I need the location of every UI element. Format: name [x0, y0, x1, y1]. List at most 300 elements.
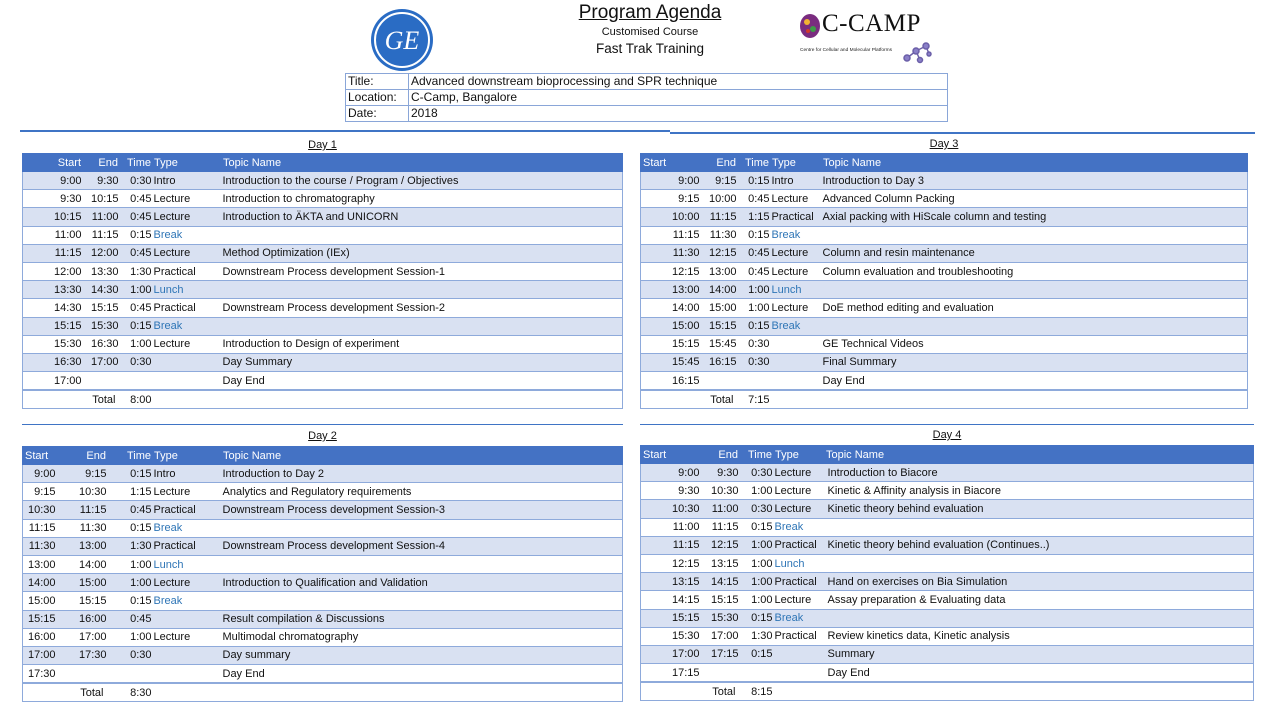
cell-end: 10:30: [703, 482, 739, 500]
info-value: 2018: [409, 106, 948, 122]
cell-end: 9:30: [703, 464, 739, 482]
total-row: [23, 683, 623, 702]
cell-start: 11:00: [641, 518, 703, 536]
cell-end: [703, 372, 737, 391]
total-value: 8:15: [739, 682, 773, 701]
cell-topic: Downstream Process development Session-3: [199, 501, 623, 519]
cell-topic: Hand on exercises on Bia Simulation: [823, 573, 1254, 591]
cell-type: Practical: [152, 501, 199, 519]
cell-topic: GE Technical Videos: [819, 335, 1248, 353]
ccamp-tagline: Centre for Cellular and Molecular Platforms: [800, 48, 892, 53]
cell-type: [152, 646, 199, 664]
cell-start: 12:00: [23, 262, 85, 280]
cell-topic: Introduction to ÄKTA and UNICORN: [199, 208, 623, 226]
schedule-row: [23, 208, 623, 226]
schedule-row: [641, 591, 1254, 609]
cell-start: 17:15: [641, 664, 703, 683]
cell-end: 12:15: [703, 536, 739, 554]
cell-end: 9:15: [59, 465, 107, 483]
page-title: Program Agenda: [578, 2, 722, 23]
schedule-row: [23, 483, 623, 501]
cell-time: 1:00: [739, 554, 773, 572]
schedule-row: [641, 353, 1248, 371]
cell-type: Practical: [152, 299, 199, 317]
col-time: Time: [737, 154, 770, 172]
cell-end: 16:15: [703, 353, 737, 371]
cell-time: 0:30: [737, 335, 770, 353]
cell-start: 9:15: [23, 483, 59, 501]
cell-topic: Day summary: [199, 646, 623, 664]
cell-topic: Result compilation & Discussions: [199, 610, 623, 628]
total-label: Total: [641, 390, 737, 409]
info-value: Advanced downstream bioprocessing and SPR technique: [409, 74, 948, 90]
info-row-title: [346, 74, 948, 90]
cell-topic: Analytics and Regulatory requirements: [199, 483, 623, 501]
cell-topic: [199, 555, 623, 573]
cell-end: [59, 665, 107, 684]
schedule-row: [23, 281, 623, 299]
cell-type: Lunch: [770, 281, 819, 299]
schedule-row: [23, 592, 623, 610]
info-label: Title:: [346, 74, 409, 90]
total-value: 7:15: [737, 390, 770, 409]
cell-end: 11:15: [703, 208, 737, 226]
cell-start: 13:30: [23, 281, 85, 299]
cell-time: 1:00: [737, 281, 770, 299]
schedule-row: [641, 317, 1248, 335]
schedule-row: [641, 627, 1254, 645]
schedule-row: [641, 518, 1254, 536]
cell-topic: Assay preparation & Evaluating data: [823, 591, 1254, 609]
cell-start: 12:15: [641, 262, 703, 280]
schedule-row: [23, 665, 623, 684]
cell-end: 11:30: [59, 519, 107, 537]
cell-type: Lecture: [770, 244, 819, 262]
cell-type: Lecture: [773, 500, 823, 518]
cell-time: 1:30: [119, 262, 152, 280]
schedule-row: [23, 646, 623, 664]
schedule-row: [641, 299, 1248, 317]
cell-end: 12:00: [85, 244, 119, 262]
divider: [640, 424, 1254, 425]
cell-type: [773, 645, 823, 663]
cell-type: [773, 664, 823, 683]
cell-topic: Multimodal chromatography: [199, 628, 623, 646]
schedule-row: [641, 554, 1254, 572]
cell-start: 11:30: [641, 244, 703, 262]
total-spacer: [770, 390, 1248, 409]
day-3-title: Day 3: [929, 138, 959, 150]
cell-end: 10:15: [85, 190, 119, 208]
cell-start: 11:30: [23, 537, 59, 555]
cell-type: Practical: [152, 537, 199, 555]
ccamp-logo: [798, 10, 938, 66]
schedule-row: [641, 573, 1254, 591]
cell-time: 0:30: [737, 353, 770, 371]
cell-time: 1:00: [739, 573, 773, 591]
col-start: Start: [641, 154, 703, 172]
cell-start: 17:30: [23, 665, 59, 684]
cell-type: Break: [152, 519, 199, 537]
cell-time: 1:00: [739, 536, 773, 554]
cell-end: 17:30: [59, 646, 107, 664]
svg-text:GE: GE: [384, 26, 420, 55]
info-row-location: [346, 90, 948, 106]
cell-end: 15:15: [59, 592, 107, 610]
cell-topic: [819, 317, 1248, 335]
schedule-row: [641, 664, 1254, 683]
cell-start: 14:00: [641, 299, 703, 317]
schedule-row: [23, 501, 623, 519]
cell-end: 11:30: [703, 226, 737, 244]
schedule-row: [23, 519, 623, 537]
cell-time: 0:30: [119, 172, 152, 190]
schedule-row: [23, 244, 623, 262]
schedule-row: [641, 609, 1254, 627]
schedule-row: [23, 353, 623, 371]
schedule-row: [23, 574, 623, 592]
cell-time: 1:00: [107, 555, 152, 573]
total-label: Total: [23, 683, 107, 702]
cell-type: Practical: [773, 573, 823, 591]
cell-start: 17:00: [23, 646, 59, 664]
cell-type: Lecture: [152, 190, 199, 208]
page-subtitle: Customised Course: [601, 26, 699, 38]
cell-start: 10:30: [23, 501, 59, 519]
cell-topic: Advanced Column Packing: [819, 190, 1248, 208]
cell-type: [152, 665, 199, 684]
cell-time: 1:30: [739, 627, 773, 645]
cell-type: Break: [152, 592, 199, 610]
cell-time: 0:15: [739, 645, 773, 663]
cell-time: 0:45: [119, 244, 152, 262]
col-end: End: [85, 154, 119, 172]
cell-topic: Introduction to Day 2: [199, 465, 623, 483]
cell-type: [152, 610, 199, 628]
cell-type: Lecture: [773, 464, 823, 482]
cell-start: 14:30: [23, 299, 85, 317]
total-spacer: [773, 682, 1254, 701]
schedule-row: [641, 482, 1254, 500]
cell-topic: [199, 226, 623, 244]
cell-end: 15:45: [703, 335, 737, 353]
cell-start: 15:15: [23, 610, 59, 628]
cell-start: 11:00: [23, 226, 85, 244]
cell-type: Lecture: [770, 190, 819, 208]
total-spacer: [152, 683, 623, 702]
schedule-header-row: [641, 154, 1248, 172]
info-label: Date:: [346, 106, 409, 122]
col-topic: Topic Name: [823, 446, 1254, 464]
col-start: Start: [23, 447, 59, 465]
cell-start: 9:30: [641, 482, 703, 500]
info-value: C-Camp, Bangalore: [409, 90, 948, 106]
schedule-row: [641, 335, 1248, 353]
course-info-table: [345, 73, 948, 122]
cell-type: Lecture: [152, 574, 199, 592]
schedule-row: [641, 464, 1254, 482]
cell-start: 10:15: [23, 208, 85, 226]
cell-end: 15:15: [85, 299, 119, 317]
cell-start: 9:00: [23, 465, 59, 483]
cell-start: 13:00: [23, 555, 59, 573]
col-end: End: [703, 154, 737, 172]
cell-start: 15:15: [641, 335, 703, 353]
day-3-schedule: [640, 153, 1248, 409]
cell-time: 0:15: [107, 519, 152, 537]
ge-logo: [370, 8, 434, 72]
cell-end: [85, 372, 119, 391]
cell-start: 15:15: [23, 317, 85, 335]
cell-topic: Summary: [823, 645, 1254, 663]
cell-topic: Downstream Process development Session-1: [199, 262, 623, 280]
total-spacer: [152, 390, 623, 409]
cell-end: 14:30: [85, 281, 119, 299]
info-label: Location:: [346, 90, 409, 106]
schedule-row: [641, 208, 1248, 226]
cell-end: 17:15: [703, 645, 739, 663]
cell-time: [739, 664, 773, 683]
cell-topic: [199, 592, 623, 610]
cell-type: Lecture: [152, 208, 199, 226]
cell-time: 0:45: [737, 262, 770, 280]
schedule-row: [641, 500, 1254, 518]
cell-topic: Kinetic & Affinity analysis in Biacore: [823, 482, 1254, 500]
cell-start: 9:00: [641, 464, 703, 482]
total-value: 8:30: [107, 683, 152, 702]
cell-time: 0:30: [107, 646, 152, 664]
molecule-icon: [902, 40, 932, 64]
cell-type: Practical: [152, 262, 199, 280]
cell-time: 0:15: [737, 317, 770, 335]
cell-type: Break: [770, 226, 819, 244]
cell-topic: [819, 281, 1248, 299]
cell-type: [152, 372, 199, 391]
cell-start: 11:15: [641, 536, 703, 554]
cell-end: 12:15: [703, 244, 737, 262]
cell-topic: Introduction to Qualification and Validation: [199, 574, 623, 592]
cell-time: [107, 665, 152, 684]
cell-start: 9:30: [23, 190, 85, 208]
cell-topic: Method Optimization (IEx): [199, 244, 623, 262]
cell-start: 16:30: [23, 353, 85, 371]
cell-time: 1:00: [739, 482, 773, 500]
cell-time: 0:30: [119, 353, 152, 371]
schedule-row: [23, 610, 623, 628]
cell-topic: Review kinetics data, Kinetic analysis: [823, 627, 1254, 645]
cell-start: 9:00: [641, 172, 703, 190]
cell-end: 14:00: [703, 281, 737, 299]
total-row: [23, 390, 623, 409]
cell-end: 16:30: [85, 335, 119, 353]
cell-type: Lunch: [152, 555, 199, 573]
schedule-row: [23, 537, 623, 555]
schedule-row: [23, 465, 623, 483]
cell-start: 12:15: [641, 554, 703, 572]
cell-end: 10:30: [59, 483, 107, 501]
cell-start: 10:30: [641, 500, 703, 518]
cell-time: 0:15: [737, 172, 770, 190]
cell-start: 11:15: [641, 226, 703, 244]
cell-start: 9:00: [23, 172, 85, 190]
cell-end: 13:15: [703, 554, 739, 572]
cell-end: 11:00: [703, 500, 739, 518]
cell-end: 15:15: [703, 317, 737, 335]
cell-time: 0:45: [737, 244, 770, 262]
cell-time: 0:45: [107, 610, 152, 628]
schedule-row: [641, 536, 1254, 554]
cell-end: 13:00: [59, 537, 107, 555]
cell-time: 0:45: [119, 208, 152, 226]
schedule-row: [23, 172, 623, 190]
cell-time: 0:15: [119, 226, 152, 244]
cell-type: Break: [773, 518, 823, 536]
cell-topic: Column evaluation and troubleshooting: [819, 262, 1248, 280]
cell-time: 1:00: [119, 335, 152, 353]
cell-type: Lecture: [152, 628, 199, 646]
page-subtitle-2: Fast Trak Training: [595, 41, 705, 56]
cell-topic: Day Summary: [199, 353, 623, 371]
cell-start: 13:15: [641, 573, 703, 591]
cell-topic: [823, 554, 1254, 572]
cell-type: Lecture: [773, 482, 823, 500]
total-label: Total: [641, 682, 739, 701]
cell-end: 15:00: [703, 299, 737, 317]
total-row: [641, 682, 1254, 701]
schedule-row: [23, 226, 623, 244]
cell-end: 15:30: [85, 317, 119, 335]
cell-topic: Kinetic theory behind evaluation (Continues..): [823, 536, 1254, 554]
cell-time: 0:45: [119, 190, 152, 208]
cell-type: Break: [770, 317, 819, 335]
cell-end: 15:00: [59, 574, 107, 592]
cell-time: [737, 372, 770, 391]
cell-time: 1:30: [107, 537, 152, 555]
cell-time: 0:30: [739, 500, 773, 518]
cell-time: 0:15: [739, 609, 773, 627]
cell-topic: Axial packing with HiScale column and testing: [819, 208, 1248, 226]
cell-time: 1:15: [737, 208, 770, 226]
cell-topic: Introduction to chromatography: [199, 190, 623, 208]
cell-start: 16:15: [641, 372, 703, 391]
cell-topic: Downstream Process development Session-2: [199, 299, 623, 317]
cell-time: 0:15: [737, 226, 770, 244]
schedule-row: [641, 190, 1248, 208]
cell-start: 17:00: [641, 645, 703, 663]
cell-end: 11:15: [59, 501, 107, 519]
schedule-header-row: [641, 446, 1254, 464]
cell-start: 9:15: [641, 190, 703, 208]
schedule-row: [641, 244, 1248, 262]
cell-topic: Downstream Process development Session-4: [199, 537, 623, 555]
cell-end: 17:00: [59, 628, 107, 646]
cell-start: 14:15: [641, 591, 703, 609]
cell-topic: Introduction to Design of experiment: [199, 335, 623, 353]
col-topic: Topic Name: [819, 154, 1248, 172]
cell-time: 0:30: [739, 464, 773, 482]
cell-time: 0:45: [107, 501, 152, 519]
page-header: [0, 0, 1280, 130]
cell-type: Lunch: [773, 554, 823, 572]
schedule-header-row: [23, 447, 623, 465]
schedule-row: [23, 628, 623, 646]
cell-topic: Day End: [199, 372, 623, 391]
total-row: [641, 390, 1248, 409]
schedule-row: [641, 281, 1248, 299]
cell-time: 1:15: [107, 483, 152, 501]
cell-topic: Final Summary: [819, 353, 1248, 371]
cell-time: 0:15: [107, 592, 152, 610]
cell-type: Lecture: [770, 262, 819, 280]
cell-type: Break: [152, 317, 199, 335]
cell-topic: [823, 518, 1254, 536]
schedule-row: [23, 317, 623, 335]
cell-start: 10:00: [641, 208, 703, 226]
cell-type: Intro: [152, 172, 199, 190]
schedule-row: [23, 190, 623, 208]
cell-start: 15:45: [641, 353, 703, 371]
col-end: End: [59, 447, 107, 465]
cell-end: 16:00: [59, 610, 107, 628]
cell-type: [770, 372, 819, 391]
cell-type: Lecture: [152, 335, 199, 353]
cell-topic: Introduction to Day 3: [819, 172, 1248, 190]
cell-type: Lunch: [152, 281, 199, 299]
schedule-row: [641, 172, 1248, 190]
col-topic: Topic Name: [199, 447, 623, 465]
cell-topic: Day End: [199, 665, 623, 684]
cell-time: 1:00: [119, 281, 152, 299]
cell-type: Intro: [152, 465, 199, 483]
cell-type: Practical: [770, 208, 819, 226]
cell-type: Practical: [773, 627, 823, 645]
cell-end: 17:00: [85, 353, 119, 371]
divider: [670, 132, 1255, 134]
cell-start: 13:00: [641, 281, 703, 299]
cell-end: 14:15: [703, 573, 739, 591]
info-row-date: [346, 106, 948, 122]
cell-time: 1:00: [739, 591, 773, 609]
schedule-row: [23, 335, 623, 353]
col-type: Type: [152, 447, 199, 465]
day-4-schedule: [640, 445, 1254, 701]
col-time: Time: [119, 154, 152, 172]
cell-type: Lecture: [770, 299, 819, 317]
cell-start: 15:30: [23, 335, 85, 353]
cell-type: Break: [152, 226, 199, 244]
cell-type: Intro: [770, 172, 819, 190]
cell-topic: [819, 226, 1248, 244]
schedule-row: [23, 555, 623, 573]
cell-end: 11:15: [703, 518, 739, 536]
col-time: Time: [107, 447, 152, 465]
cell-topic: [823, 609, 1254, 627]
day-1-title: Day 1: [308, 139, 337, 151]
cell-end: 17:00: [703, 627, 739, 645]
col-type: Type: [152, 154, 199, 172]
schedule-row: [641, 226, 1248, 244]
cell-topic: Column and resin maintenance: [819, 244, 1248, 262]
cell-time: 1:00: [107, 628, 152, 646]
cell-end: 13:30: [85, 262, 119, 280]
cell-end: 15:30: [703, 609, 739, 627]
total-label: Total: [23, 390, 119, 409]
cell-start: 15:15: [641, 609, 703, 627]
day-2-title: Day 2: [308, 430, 337, 442]
cell-end: 11:15: [85, 226, 119, 244]
ccamp-name: C-CAMP: [822, 10, 921, 37]
cell-topic: Kinetic theory behind evaluation: [823, 500, 1254, 518]
